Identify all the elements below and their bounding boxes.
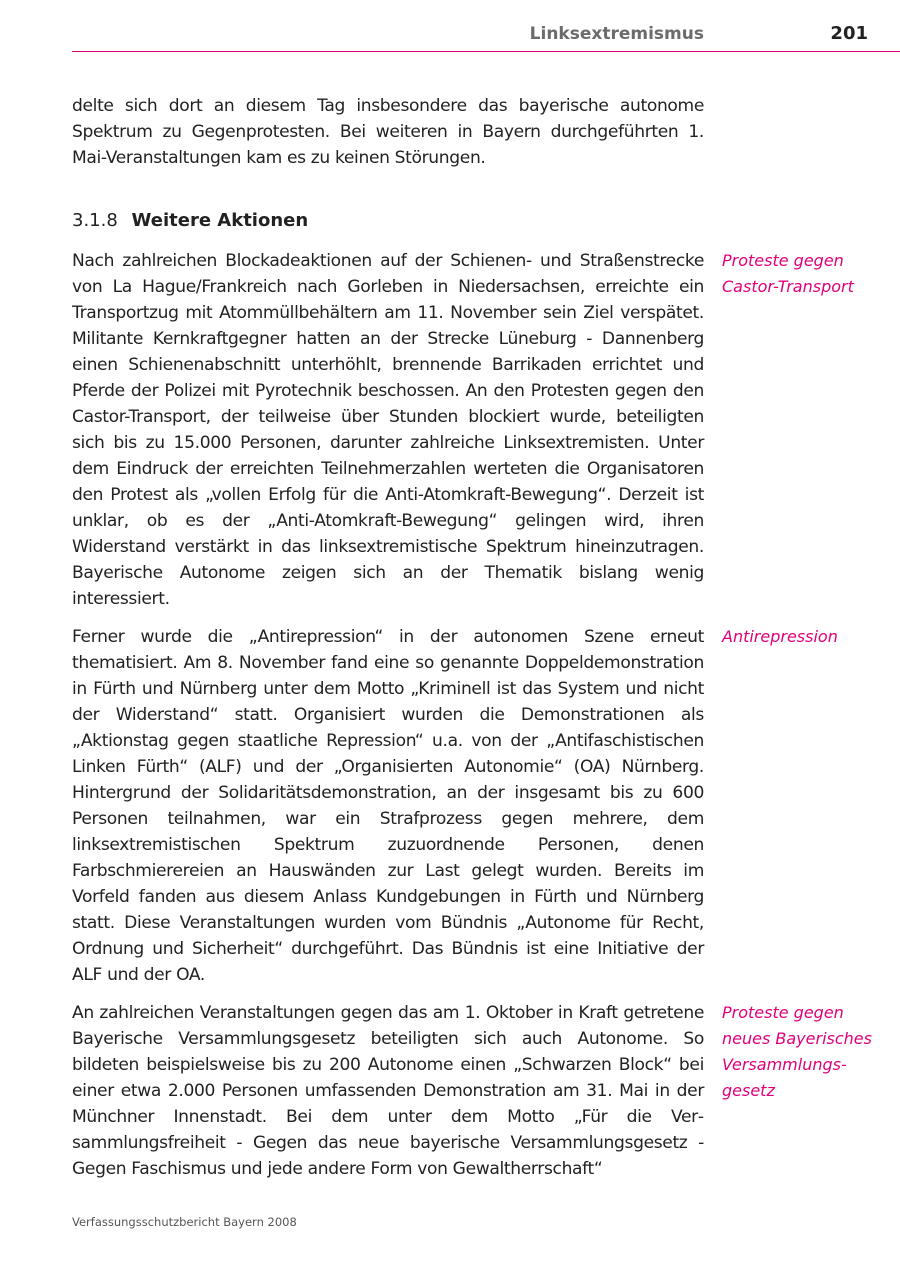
page-number: 201 (830, 23, 868, 44)
margin-note-castor (722, 248, 892, 300)
paragraph-castor: Nach zahlreichen Blockadeaktionen auf der Schienen- und Straßenstrecke von La Hague/Frankreich nach Gorleben in Niedersachsen, erreichte ein Transportzug mit Atommüllbehältern am 11. November sein Ziel verspätet. Militante Kernkraftgegner hatten an der Strecke Lüneburg - Dannenberg einen Schienenabschnitt unterhöhlt, brennende Barrikaden errichtet und Pferde der Polizei mit Pyrotechnik beschossen. An den Protesten gegen den Castor-Transport, der teilweise über Stunden blockiert wurde, beteiligten sich bis zu 15.000 Personen, darunter zahlreiche Linksextremisten. Unter dem Eindruck der erreichten Teilnehmerzahlen werteten die Organisatoren den Protest als „vollen Erfolg für die Anti-Atomkraft-Bewegung“. Derzeit ist unklar, ob es der „Anti-Atomkraft-Bewegung“ gelingen wird, ihren Widerstand verstärkt in das linksextremistische Spektrum hineinzutragen. Bayerische Autonome zeigen sich an der Thematik bislang wenig interessiert. (72, 251, 704, 609)
margin-note-versammlungsgesetz (722, 1000, 892, 1104)
section-title: Weitere Aktionen (131, 210, 309, 231)
header-rule (72, 51, 900, 52)
margin-note-line: Castor-Transport (722, 277, 854, 296)
margin-note-line: neues Bayerisches (722, 1029, 872, 1048)
page-footer: Verfassungsschutzbericht Bayern 2008 (72, 1215, 297, 1229)
margin-note-line: Versammlungs- (722, 1055, 847, 1074)
margin-note-antirepression (722, 624, 892, 650)
header-title: Linksextremismus (529, 24, 704, 44)
margin-note-line: Proteste gegen (722, 251, 844, 270)
margin-note-line: Proteste gegen (722, 1003, 844, 1022)
intro-paragraph: delte sich dort an diesem Tag insbesondere das bayerische autonome Spektrum zu Gegenprotesten. Bei weiteren in Bayern durchgeführten 1. Mai-Veranstaltungen kam es zu keinen Störungen. (72, 96, 704, 168)
margin-note-line: Antirepression (722, 627, 838, 646)
paragraph-antirepression: Ferner wurde die „Antirepression“ in der autonomen Szene erneut thematisiert. Am 8. November fand eine so genannte Doppeldemonstration in Fürth und Nürnberg unter dem Motto „Kriminell ist das System und nicht der Widerstand“ statt. Organisiert wurden die Demonstrationen als „Aktionstag gegen staatliche Repression“ u.a. von der „Antifaschistischen Linken Fürth“ (ALF) und der „Organisierten Autonomie“ (OA) Nürnberg. Hintergrund der Solidaritätsdemonstration, an der insgesamt bis zu 600 Personen teilnahmen, war ein Strafprozess gegen mehrere, dem linksextremistischen Spektrum zuzuordnende Personen, denen Farbschmierereien an Hauswänden zur Last gelegt wurden. Bereits im Vorfeld fanden aus diesem Anlass Kundgebungen in Fürth und Nürnberg statt. Diese Veranstaltungen wurden vom Bündnis „Autonome für Recht, Ordnung und Sicherheit“ durchgeführt. Das Bündnis ist eine Initiative der ALF und der OA. (72, 627, 704, 985)
section-heading (72, 208, 308, 234)
margin-note-line: gesetz (722, 1081, 775, 1100)
paragraph-versammlungsgesetz: An zahlreichen Veranstaltungen gegen das am 1. Oktober in Kraft getretene Bayerische Versammlungsgesetz beteiligten sich auch Autonome. So bildeten beispielsweise bis zu 200 Autonome einen „Schwarzen Block“ bei einer etwa 2.000 Personen umfassenden Demonstration am 31. Mai in der Münchner Innenstadt. Bei dem unter dem Motto „Für die Versammlungsfreiheit - Gegen das neue bayerische Versammlungsgesetz - Gegen Faschismus und jede andere Form von Gewaltherrschaft“ (72, 1003, 704, 1179)
section-number: 3.1.8 (72, 210, 118, 231)
